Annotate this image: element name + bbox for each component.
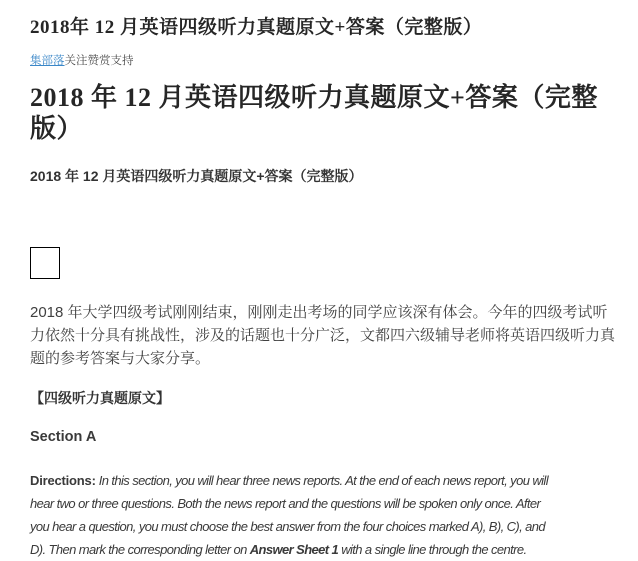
directions-line-1-text: In this section, you will hear three news reports. At the end of each news report, you will	[95, 472, 548, 488]
directions-label: Directions:	[30, 472, 96, 488]
author-link[interactable]: 集部落	[30, 54, 65, 67]
byline-meta: 关注赞赏支持	[64, 54, 134, 67]
directions-paragraph	[30, 469, 615, 561]
directions-line-2: hear two or three questions. Both the news report and the questions will be spoken only once. After	[30, 495, 541, 511]
section-label: 【四级听力真题原文】	[30, 389, 170, 406]
directions-line-4	[30, 538, 615, 561]
page-title-small: 2018年 12 月英语四级听力真题原文+答案（完整版）	[30, 17, 483, 38]
answer-sheet-ref: Answer Sheet 1	[249, 541, 339, 557]
intro-paragraph: 2018 年大学四级考试刚刚结束，刚刚走出考场的同学应该深有体会。今年的四级考试听力依然十分具有挑战性，涉及的话题也十分广泛，文都四六级辅导老师将英语四级听力真题的参考答案与大家分享。	[30, 303, 616, 367]
page-title-large: 2018 年 12 月英语四级听力真题原文+答案（完整版）	[30, 82, 598, 143]
directions-line-4-before: D). Then mark the corresponding letter on	[30, 541, 250, 557]
directions-line-1	[30, 469, 615, 492]
directions-line-3: you hear a question, you must choose the best answer from the four choices marked A), B), C), and	[30, 518, 546, 534]
byline	[30, 55, 615, 68]
section-a-heading: Section A	[30, 428, 97, 445]
broken-image-placeholder	[30, 247, 60, 279]
directions-line-4-after: with a single line through the centre.	[338, 541, 527, 557]
article-subheading: 2018 年 12 月英语四级听力真题原文+答案（完整版）	[30, 167, 363, 184]
